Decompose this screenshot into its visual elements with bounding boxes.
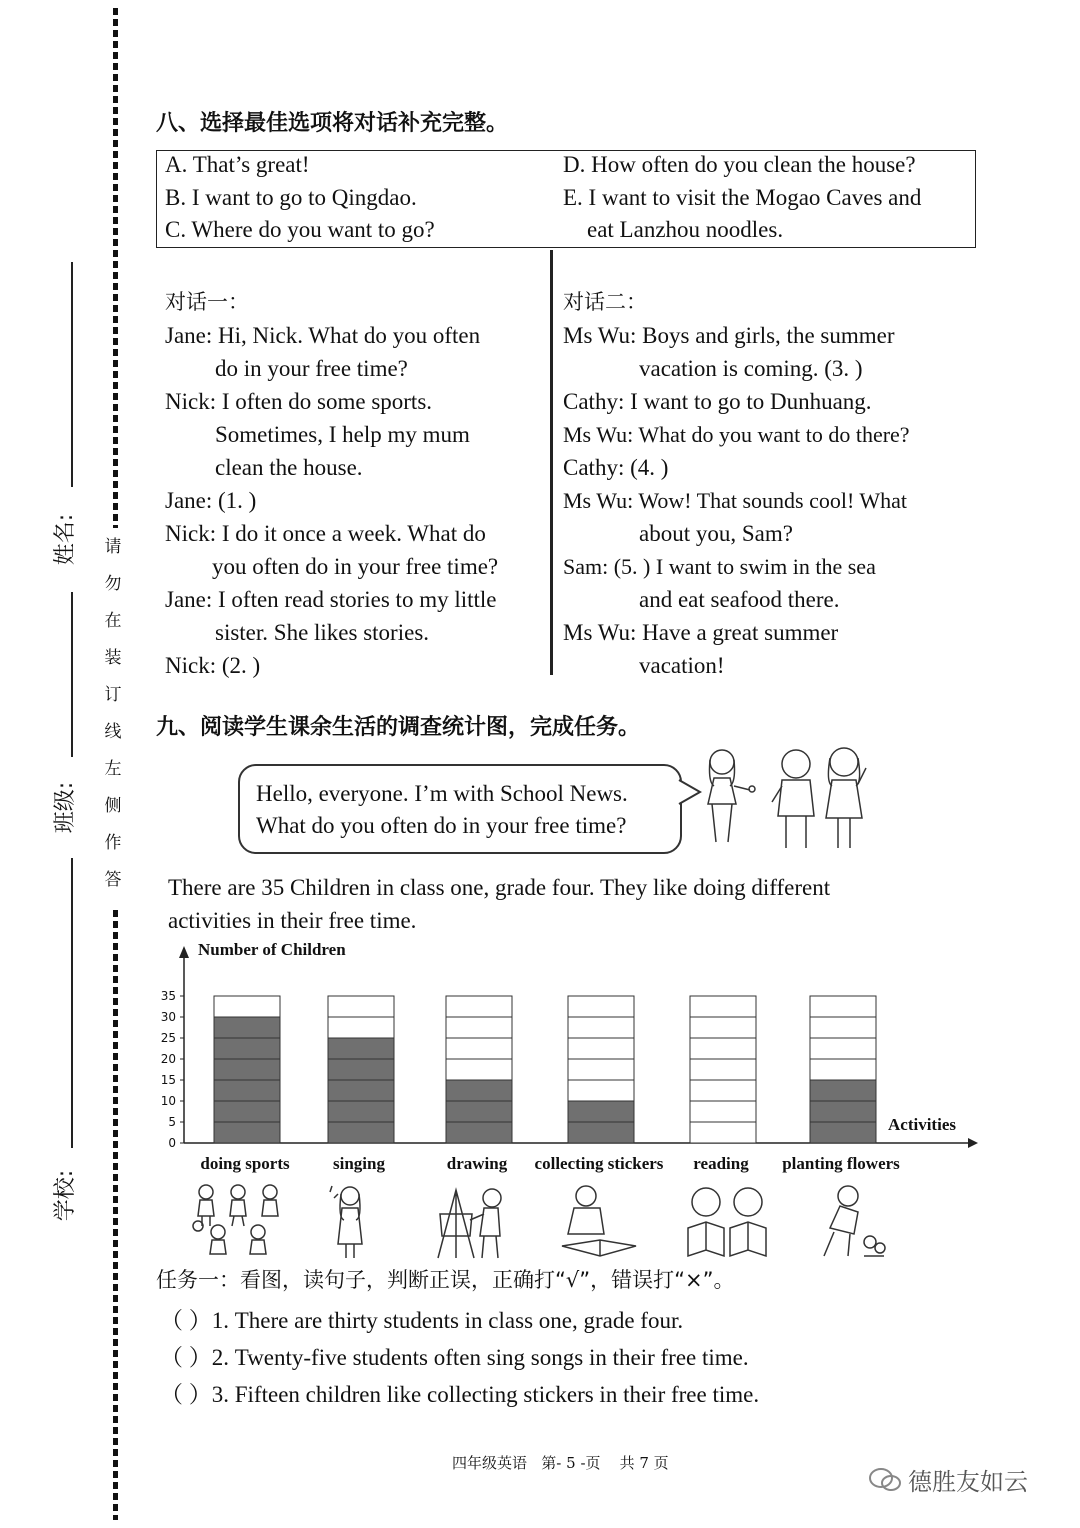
task-item-3[interactable]: （ ）3. Fifteen children like collecting stickers in their free time.	[160, 1382, 760, 1407]
drawing-icon	[438, 1189, 501, 1258]
warning-char: 在	[104, 611, 122, 631]
dialog1-title: 对话一：	[165, 290, 249, 314]
category-label: drawing	[446, 1154, 508, 1173]
dialog2-title: 对话二：	[563, 290, 647, 314]
intro-text	[168, 871, 830, 937]
dialog2-line: Ms Wu: What do you want to do there?	[563, 422, 910, 447]
class-field-line[interactable]	[71, 592, 73, 757]
girl-icon	[826, 748, 866, 848]
school-label: 学校:	[53, 1169, 79, 1222]
doing-sports-icon	[193, 1185, 278, 1254]
boy-icon	[772, 750, 814, 848]
bubble-line: What do you often do in your free time?	[256, 813, 627, 838]
intro-line: activities in their free time.	[168, 908, 417, 933]
y-tick-label: 25	[160, 1031, 176, 1045]
reporter-kids-illustration	[698, 742, 870, 854]
warning-char: 订	[104, 685, 122, 705]
bar-drawing	[446, 1080, 512, 1143]
planting-flowers-icon	[824, 1186, 885, 1256]
dialog2-line: and eat seafood there.	[639, 587, 840, 612]
activity-icons	[188, 1180, 908, 1262]
y-tick-label: 0	[168, 1136, 176, 1150]
dialog2-blank-4[interactable]: Cathy: (4. )	[563, 455, 669, 480]
y-tick-label: 30	[160, 1010, 176, 1024]
option-b: B. I want to go to Qingdao.	[165, 185, 417, 210]
bar-outline	[690, 996, 756, 1143]
y-tick-label: 20	[160, 1052, 176, 1066]
bar-singing	[328, 1038, 394, 1143]
dialog1-line: clean the house.	[215, 455, 363, 480]
school-field-line[interactable]	[71, 858, 73, 1148]
category-label: planting flowers	[782, 1154, 900, 1173]
task-item-1[interactable]: （ ）1. There are thirty students in class one, grade four.	[160, 1308, 684, 1333]
name-field-line[interactable]	[71, 262, 73, 487]
binding-line-bottom	[113, 910, 118, 1520]
dialog2-line: vacation!	[639, 653, 725, 678]
dialog2-line: Cathy: I want to go to Dunhuang.	[563, 389, 872, 414]
dialog1-line: Jane: I often read stories to my little	[165, 587, 497, 612]
category-label: doing sports	[200, 1154, 290, 1173]
dialog1-line: Jane: Hi, Nick. What do you often	[165, 323, 481, 348]
dialog1-line: sister. She likes stories.	[215, 620, 430, 645]
watermark	[868, 1462, 1028, 1497]
option-e: E. I want to visit the Mogao Caves and	[563, 185, 922, 210]
bubble-line: Hello, everyone. I’m with School News.	[256, 781, 628, 806]
category-label: reading	[693, 1154, 749, 1173]
y-axis-label: Number of Children	[198, 940, 346, 959]
category-label: singing	[333, 1154, 385, 1173]
dialog2-blank-5[interactable]: Sam: (5. ) I want to swim in the sea	[563, 554, 876, 579]
bar-chart	[150, 938, 980, 1178]
dialog1-line: Nick: I often do some sports.	[165, 389, 433, 414]
y-tick-label: 10	[160, 1094, 176, 1108]
section8-heading: 八、选择最佳选项将对话补充完整。	[156, 111, 509, 136]
dialog2-line: Ms Wu: Boys and girls, the summer	[563, 323, 895, 348]
task1-list	[160, 1302, 759, 1413]
options-right	[563, 152, 921, 249]
y-tick-label: 5	[168, 1115, 176, 1129]
class-label: 班级:	[53, 781, 79, 834]
binding-line-top	[113, 8, 118, 528]
dialog2-blank-3[interactable]: vacation is coming. (3. )	[639, 356, 863, 381]
collecting-stickers-icon	[562, 1186, 636, 1256]
warning-char: 侧	[104, 796, 122, 816]
dialog1-line: you often do in your free time?	[212, 554, 499, 579]
warning-text	[103, 532, 123, 902]
warning-char: 作	[104, 833, 122, 853]
dialog2-line: about you, Sam?	[639, 521, 793, 546]
bar-planting-flowers	[810, 1080, 876, 1143]
x-axis-label: Activities	[888, 1115, 956, 1134]
dialog1	[165, 286, 498, 682]
y-tick-label: 15	[160, 1073, 176, 1087]
option-e-cont: eat Lanzhou noodles.	[587, 217, 784, 242]
dialog2-line: Ms Wu: Have a great summer	[563, 620, 839, 645]
page-footer: 四年级英语 第- 5 -页 共 7 页	[452, 1454, 669, 1472]
watermark-text: 德胜友如云	[908, 1468, 1028, 1496]
dialog1-line: do in your free time?	[215, 356, 408, 381]
name-label: 姓名:	[53, 513, 79, 566]
dialog2-line: Ms Wu: Wow! That sounds cool! What	[563, 488, 908, 513]
warning-char: 线	[104, 722, 122, 742]
option-d: D. How often do you clean the house?	[563, 152, 916, 177]
dialog1-line: Sometimes, I help my mum	[215, 422, 470, 447]
bubble-text	[256, 778, 628, 842]
warning-char: 勿	[104, 574, 122, 594]
intro-line: There are 35 Children in class one, grade four. They like doing different	[168, 875, 831, 900]
dialog1-blank-1[interactable]: Jane: (1. )	[165, 488, 257, 513]
y-tick-label: 35	[160, 989, 176, 1003]
dialog-divider	[550, 250, 553, 675]
option-c: C. Where do you want to go?	[165, 217, 435, 242]
reporter-icon	[708, 750, 755, 842]
warning-char: 答	[104, 870, 122, 890]
category-label: collecting stickers	[534, 1154, 664, 1173]
task1-title: 任务一：看图，读句子，判断正误，正确打“√”，错误打“×”。	[156, 1268, 735, 1292]
warning-char: 请	[104, 537, 122, 557]
x-axis-arrow	[968, 1138, 978, 1148]
warning-char: 装	[104, 648, 122, 668]
option-a: A. That’s great!	[165, 152, 310, 177]
y-axis-arrow	[179, 946, 189, 958]
wechat-icon	[868, 1466, 902, 1494]
singing-icon	[330, 1186, 362, 1258]
warning-char: 左	[104, 759, 122, 779]
section9-heading: 九、阅读学生课余生活的调查统计图，完成任务。	[156, 715, 641, 740]
reading-icon	[688, 1188, 766, 1256]
dialog2	[563, 286, 910, 682]
dialog1-blank-2[interactable]: Nick: (2. )	[165, 653, 261, 678]
dialog1-line: Nick: I do it once a week. What do	[165, 521, 486, 546]
task-item-2[interactable]: （ ）2. Twenty-five students often sing songs in their free time.	[160, 1345, 749, 1370]
options-left	[165, 152, 435, 249]
